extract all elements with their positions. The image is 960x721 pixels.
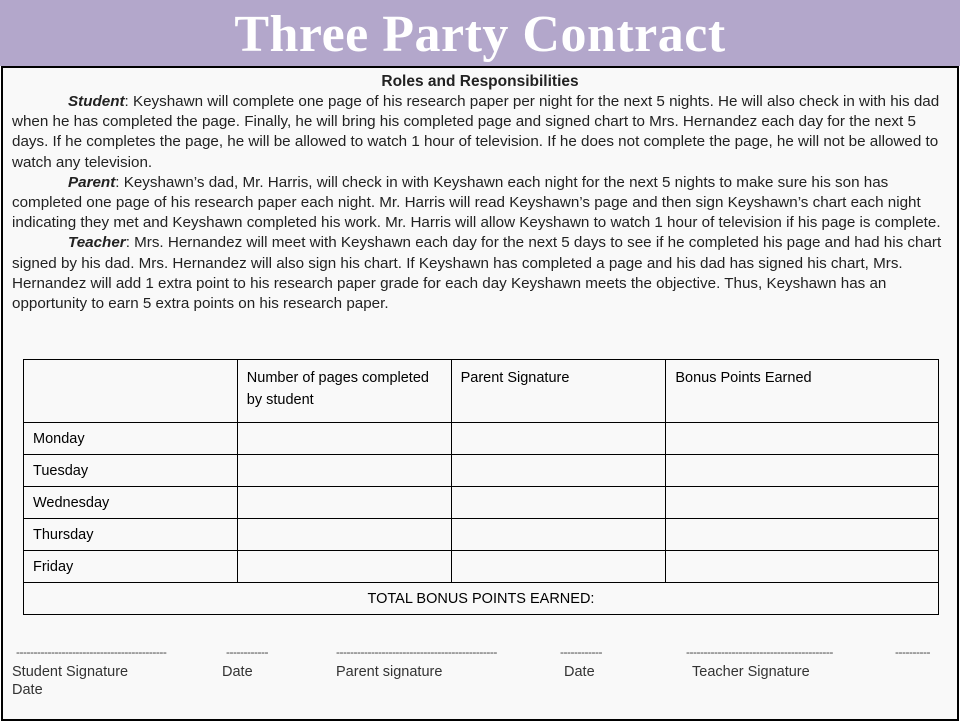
header-cell: Parent Signature (451, 360, 666, 423)
paragraph-text: : Keyshawn’s dad, Mr. Harris, will check in with Keyshawn each night for the next 5 nights to make sure his son has completed one page of his research paper each night. Mr. Harris will read Keyshawn’s page and then sign Keyshawn’s chart each night indicating they met and Keyshawn completed his work. Mr. Harris will allow Keyshawn to watch 1 hour of television if his page is complete. (12, 173, 941, 232)
student-signature-line[interactable]: ------------------------------------------- (16, 645, 167, 659)
teacher-signature-line[interactable]: ------------------------------------------ (686, 645, 833, 659)
teacher-signature-label: Teacher Signature (692, 664, 810, 680)
title-banner (0, 0, 960, 66)
header-cell: Bonus Points Earned (666, 360, 939, 423)
points-cell[interactable] (666, 455, 939, 487)
teacher-paragraph (12, 233, 954, 314)
signature-cell[interactable] (451, 487, 666, 519)
pages-cell[interactable] (237, 487, 451, 519)
teacher-date-line[interactable]: ---------- (895, 645, 930, 659)
day-cell: Thursday (24, 519, 238, 551)
student-signature-label: Student Signature (12, 664, 129, 680)
progress-table (23, 359, 939, 615)
page-title: Three Party Contract (234, 6, 726, 63)
student-date-line[interactable]: ------------ (226, 645, 268, 659)
role-label: Teacher (68, 234, 126, 252)
day-cell: Friday (24, 551, 238, 583)
table-row (24, 423, 939, 455)
signature-cell[interactable] (451, 551, 666, 583)
points-cell[interactable] (666, 551, 939, 583)
day-cell: Monday (24, 423, 238, 455)
role-label: Parent (68, 173, 116, 191)
points-cell[interactable] (666, 487, 939, 519)
day-cell: Wednesday (24, 487, 238, 519)
day-cell: Tuesday (24, 455, 238, 487)
points-cell[interactable] (666, 423, 939, 455)
header-cell: Number of pages completed by student (237, 360, 451, 423)
pages-cell[interactable] (237, 519, 451, 551)
student-paragraph (12, 92, 954, 173)
header-cell (24, 360, 238, 423)
parent-paragraph (12, 173, 954, 234)
table-row (24, 455, 939, 487)
points-cell[interactable] (666, 519, 939, 551)
contract-frame (1, 66, 959, 721)
signature-cell[interactable] (451, 519, 666, 551)
parent-signature-label: Parent signature (336, 664, 443, 680)
role-label: Student (68, 93, 125, 110)
table-row (24, 487, 939, 519)
pages-cell[interactable] (237, 423, 451, 455)
parent-signature-line[interactable]: ---------------------------------------------- (336, 645, 497, 659)
student-date-label: Date (222, 664, 253, 680)
paragraph-text: : Mrs. Hernandez will meet with Keyshawn each day for the next 5 days to see if he completed his page and had his chart signed by his dad. Mrs. Hernandez will also sign his chart. If Keyshawn has completed a page and his dad has signed his chart, Mrs. Hernandez will add 1 extra point to his research paper grade for each day Keyshawn meets the objective. Thus, Keyshawn has an opportunity to earn 5 extra points on his research paper. (12, 234, 942, 313)
parent-date-label: Date (564, 664, 595, 680)
table-header-row (24, 360, 939, 423)
total-bonus-label: TOTAL BONUS POINTS EARNED: (24, 583, 939, 615)
signature-cell[interactable] (451, 455, 666, 487)
signature-cell[interactable] (451, 423, 666, 455)
table-row (24, 551, 939, 583)
paragraph-text: : Keyshawn will complete one page of his research paper per night for the next 5 nights. He will also check in with his dad when he has completed the page. Finally, he will bring his completed page and signed chart to Mrs. Hernandez each day for the next 5 days. If he completes the page, he will be allowed to watch 1 hour of television. If he does not complete the page, he will not be allowed to watch any television. (12, 93, 940, 171)
pages-cell[interactable] (237, 551, 451, 583)
section-heading: Roles and Responsibilities (381, 73, 579, 90)
roles-text (12, 92, 954, 314)
pages-cell[interactable] (237, 455, 451, 487)
teacher-date-label: Date (12, 682, 43, 698)
table-row (24, 519, 939, 551)
parent-date-line[interactable]: ------------ (560, 645, 602, 659)
total-row (24, 583, 939, 615)
